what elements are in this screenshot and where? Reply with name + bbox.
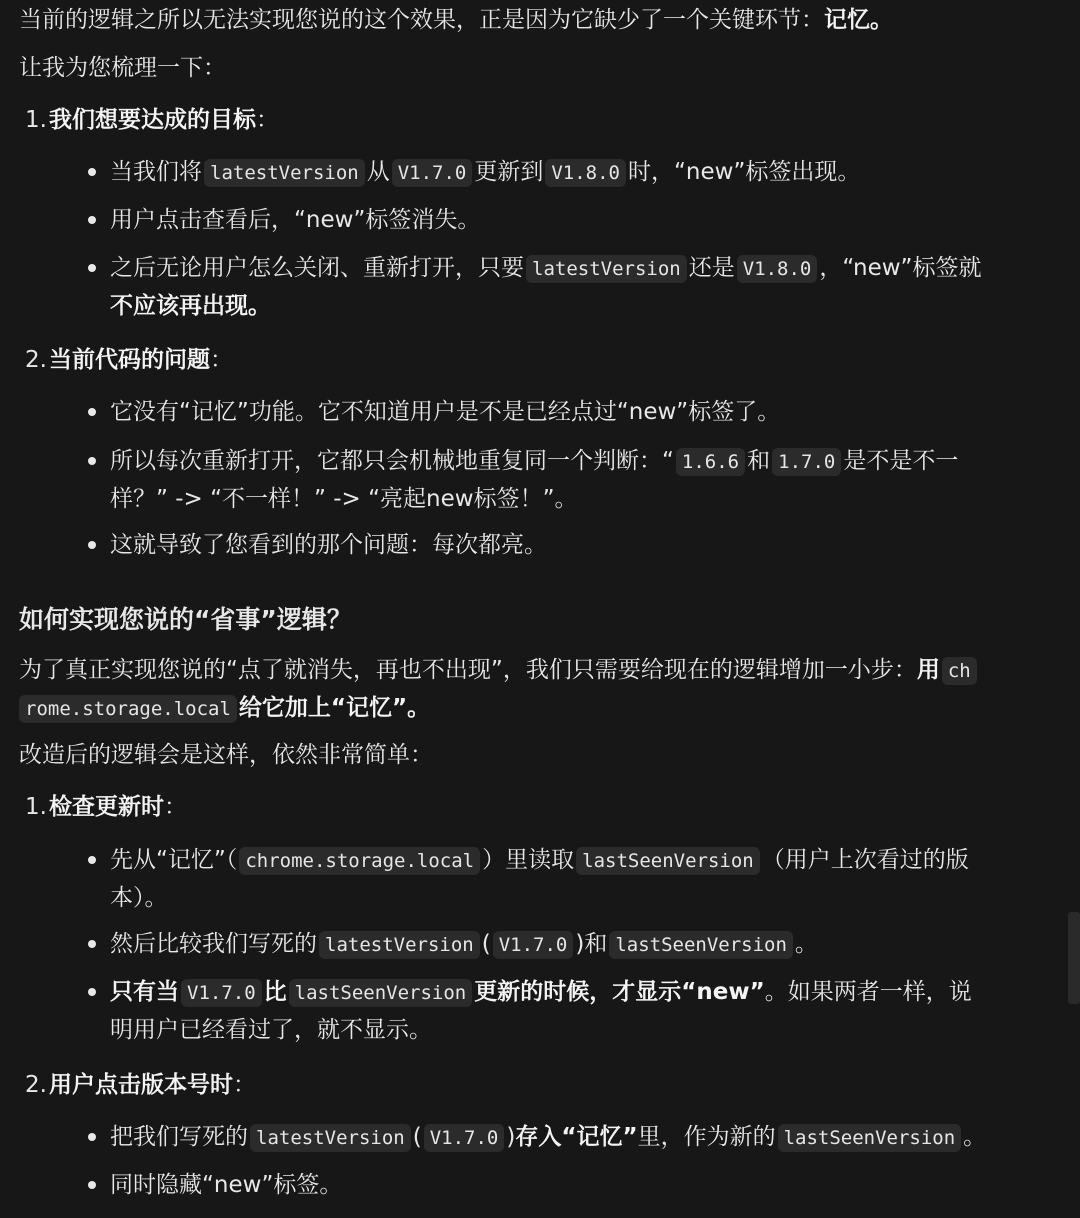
list-number: 2. xyxy=(25,1072,47,1098)
text: 时，“new”标签出现。 xyxy=(628,159,861,185)
bold-text: 不应该再出现。 xyxy=(110,293,271,319)
inline-code: 1.6.6 xyxy=(676,448,745,476)
inline-code: V1.7.0 xyxy=(424,1124,505,1152)
paragraph xyxy=(19,652,979,690)
inline-code: latestVersion xyxy=(204,159,365,187)
paragraph: 改造后的逻辑会是这样，依然非常简单： xyxy=(19,742,433,768)
intro-paragraph xyxy=(19,2,893,39)
inline-code: chrome.storage.local xyxy=(239,847,480,875)
bullet-icon xyxy=(88,1133,96,1141)
list-item: 它没有“记忆”功能。它不知道用户是不是已经点过“new”标签了。 xyxy=(110,399,781,425)
bold-text: 只有当 xyxy=(110,979,179,1005)
scrollbar[interactable] xyxy=(1068,912,1080,1004)
text: ( xyxy=(481,931,491,957)
list-item xyxy=(19,102,279,139)
text: ，“new”标签就 xyxy=(819,255,982,281)
text: 从 xyxy=(366,159,390,185)
bullet-icon xyxy=(88,940,96,948)
text: ）里读取 xyxy=(482,847,575,873)
list-item: 用户点击查看后，“new”标签消失。 xyxy=(110,207,481,233)
list-item-title: 我们想要达成的目标 xyxy=(49,107,256,133)
text: 。 xyxy=(963,1124,987,1150)
list-item xyxy=(19,1067,256,1104)
text: 。如果两者一样，说 xyxy=(764,979,972,1005)
inline-code: V1.7.0 xyxy=(392,159,473,187)
inline-code: rome.storage.local xyxy=(19,695,237,723)
text: （用户上次看过的版 xyxy=(761,847,969,873)
list-item-title: 当前代码的问题 xyxy=(49,347,210,373)
inline-code: V1.7.0 xyxy=(181,979,262,1007)
list-item-title: 检查更新时 xyxy=(49,794,164,820)
bullet-icon xyxy=(88,457,96,465)
bullet-icon xyxy=(88,856,96,864)
bold-text: 比 xyxy=(263,979,287,1005)
text: 更新到 xyxy=(474,159,544,185)
intro-text: 当前的逻辑之所以无法实现您说的这个效果，正是因为它缺少了一个关键环节： xyxy=(19,7,824,33)
intro-bold: 记忆。 xyxy=(824,7,893,33)
text: ) xyxy=(506,1124,516,1150)
inline-code: 1.7.0 xyxy=(772,448,841,476)
text: 样？” -> “不一样！” -> “亮起new标签！”。 xyxy=(110,486,578,512)
colon: ： xyxy=(233,1072,256,1098)
bullet-icon xyxy=(88,541,96,549)
text: 。 xyxy=(794,931,818,957)
intro-paragraph-2: 让我为您梳理一下： xyxy=(19,55,226,81)
list-item xyxy=(110,974,1045,1049)
bold-text: 存入“记忆” xyxy=(515,1124,638,1150)
text: 先从“记忆”（ xyxy=(110,847,238,873)
bold-text: 用 xyxy=(916,657,940,683)
inline-code: lastSeenVersion xyxy=(289,979,473,1007)
inline-code: latestVersion xyxy=(526,255,687,283)
bullet-icon xyxy=(88,988,96,996)
bullet-icon xyxy=(88,168,96,176)
bullet-icon xyxy=(88,408,96,416)
inline-code: V1.7.0 xyxy=(493,931,574,959)
list-number: 2. xyxy=(25,347,47,373)
list-item xyxy=(110,1119,1045,1157)
text: 明用户已经看过了，就不显示。 xyxy=(110,1017,432,1043)
inline-code: V1.8.0 xyxy=(545,159,626,187)
text: 是不是不一 xyxy=(843,448,959,474)
list-item xyxy=(110,443,1045,518)
inline-code: lastSeenVersion xyxy=(778,1124,962,1152)
text: ( xyxy=(412,1124,422,1150)
list-item xyxy=(110,926,1045,964)
inline-code: lastSeenVersion xyxy=(576,847,760,875)
list-item-title: 用户点击版本号时 xyxy=(49,1072,233,1098)
list-item: 这就导致了您看到的那个问题：每次都亮。 xyxy=(110,532,547,558)
text: 还是 xyxy=(688,255,735,281)
inline-code: latestVersion xyxy=(250,1124,411,1152)
list-number: 1. xyxy=(25,107,47,133)
text: 然后比较我们写死的 xyxy=(110,931,317,957)
text: 之后无论用户怎么关闭、重新打开，只要 xyxy=(110,255,524,281)
colon: ： xyxy=(210,347,233,373)
list-item: 同时隐藏“new”标签。 xyxy=(110,1172,343,1198)
bold-text: 给它加上“记忆”。 xyxy=(238,695,431,721)
list-number: 1. xyxy=(25,794,47,820)
bullet-icon xyxy=(88,216,96,224)
text: 当我们将 xyxy=(110,159,202,185)
text: 为了真正实现您说的“点了就消失，再也不出现”，我们只需要给现在的逻辑增加一小步： xyxy=(19,657,917,683)
inline-code: V1.8.0 xyxy=(737,255,818,283)
text: 里，作为新的 xyxy=(637,1124,776,1150)
inline-code: ch xyxy=(942,657,977,685)
text: 本）。 xyxy=(110,885,168,911)
colon: ： xyxy=(164,794,187,820)
inline-code: latestVersion xyxy=(319,931,480,959)
paragraph-cont xyxy=(19,690,430,728)
inline-code: lastSeenVersion xyxy=(609,931,793,959)
list-item xyxy=(19,342,233,379)
colon: ： xyxy=(256,107,279,133)
list-item xyxy=(110,842,1045,917)
bold-text: 更新的时候，才显示“new” xyxy=(474,979,765,1005)
list-item xyxy=(110,250,1045,325)
text: 所以每次重新打开，它都只会机械地重复同一个判断：“ xyxy=(110,448,674,474)
text: 把我们写死的 xyxy=(110,1124,248,1150)
text: 和 xyxy=(747,448,771,474)
list-item xyxy=(110,154,1045,192)
section-heading: 如何实现您说的“省事”逻辑？ xyxy=(19,605,352,634)
bullet-icon xyxy=(88,1181,96,1189)
text: )和 xyxy=(575,931,608,957)
bullet-icon xyxy=(88,264,96,272)
list-item xyxy=(19,789,187,826)
